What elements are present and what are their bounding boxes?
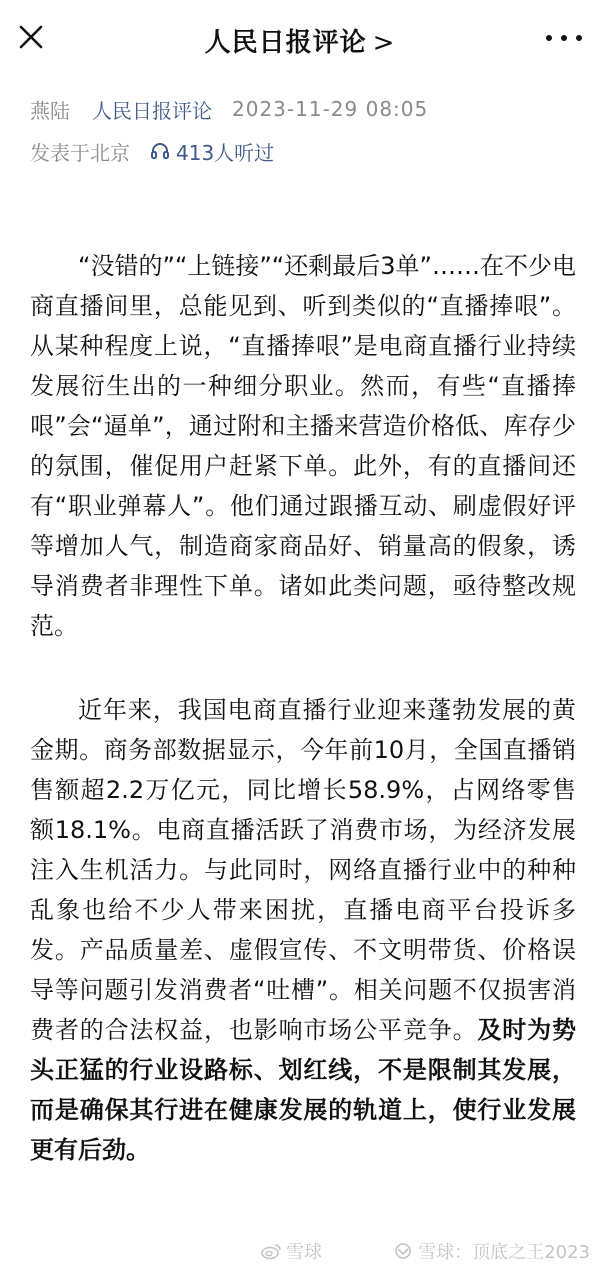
- article-meta: [30, 88, 590, 172]
- watermark-left-text: 雪球: [286, 1242, 322, 1263]
- account-title-label: 人民日报评论: [204, 28, 367, 58]
- publish-location: 发表于北京: [30, 140, 130, 165]
- paragraph-2: [30, 690, 576, 1170]
- paragraph-2-text: 近年来，我国电商直播行业迎来蓬勃发展的黄金期。商务部数据显示，今年前10月，全国直播销售额超2.2万亿元，同比增长58.9%，占网络零售额18.1%。电商直播活跃了消费市场，为经济发展注入生机活力。与此同时，网络直播行业中的种种乱象也给不少人带来困扰，直播电商平台投诉多发。产品质量差、虚假宣传、不文明带货、价格误导等问题引发消费者“吐槽”。相关问题不仅损害消费者的合法权益，也影响市场公平竞争。: [30, 696, 576, 1044]
- more-icon: [546, 35, 552, 41]
- listen-button[interactable]: [150, 137, 274, 166]
- watermark-left: [260, 1238, 322, 1264]
- publish-date: 2023-11-29 08:05: [232, 97, 429, 121]
- listen-count: 413人听过: [176, 140, 275, 165]
- paragraph-2-bold: 及时为势头正猛的行业设路标、划红线，不是限制其发展，而是确保其行进在健康发展的轨道上，使行业发展更有后劲。: [30, 1016, 577, 1164]
- watermark-right-text: 雪球：顶底之王2023: [418, 1242, 590, 1263]
- xueqiu-icon: [392, 1242, 414, 1260]
- paragraph-1: “没错的”“上链接”“还剩最后3单”……在不少电商直播间里，总能见到、听到类似的“直播捧哏”。从某种程度上说，“直播捧哏”是电商直播行业持续发展衍生出的一种细分职业。然而，有些“直播捧哏”会“逼单”，通过附和主播来营造价格低、库存少的氛围，催促用户赶紧下单。此外，有的直播间还有“职业弹幕人”。他们通过跟播互动、刷虚假好评等增加人气，制造商家商品好、销量高的假象，诱导消费者非理性下单。诸如此类问题，亟待整改规范。: [30, 252, 576, 640]
- account-title[interactable]: [0, 22, 600, 59]
- author-name: 燕陆: [30, 98, 70, 123]
- watermark-right: [392, 1238, 590, 1264]
- article-body: [30, 246, 576, 1170]
- more-button[interactable]: [546, 28, 582, 48]
- source-link[interactable]: 人民日报评论: [92, 98, 212, 123]
- meta-row-author: [30, 88, 590, 130]
- headphones-icon: [150, 141, 170, 161]
- chevron-right-icon: >: [372, 28, 396, 58]
- meta-row-location: [30, 130, 590, 172]
- weibo-icon: [260, 1242, 282, 1260]
- top-bar: [0, 0, 600, 78]
